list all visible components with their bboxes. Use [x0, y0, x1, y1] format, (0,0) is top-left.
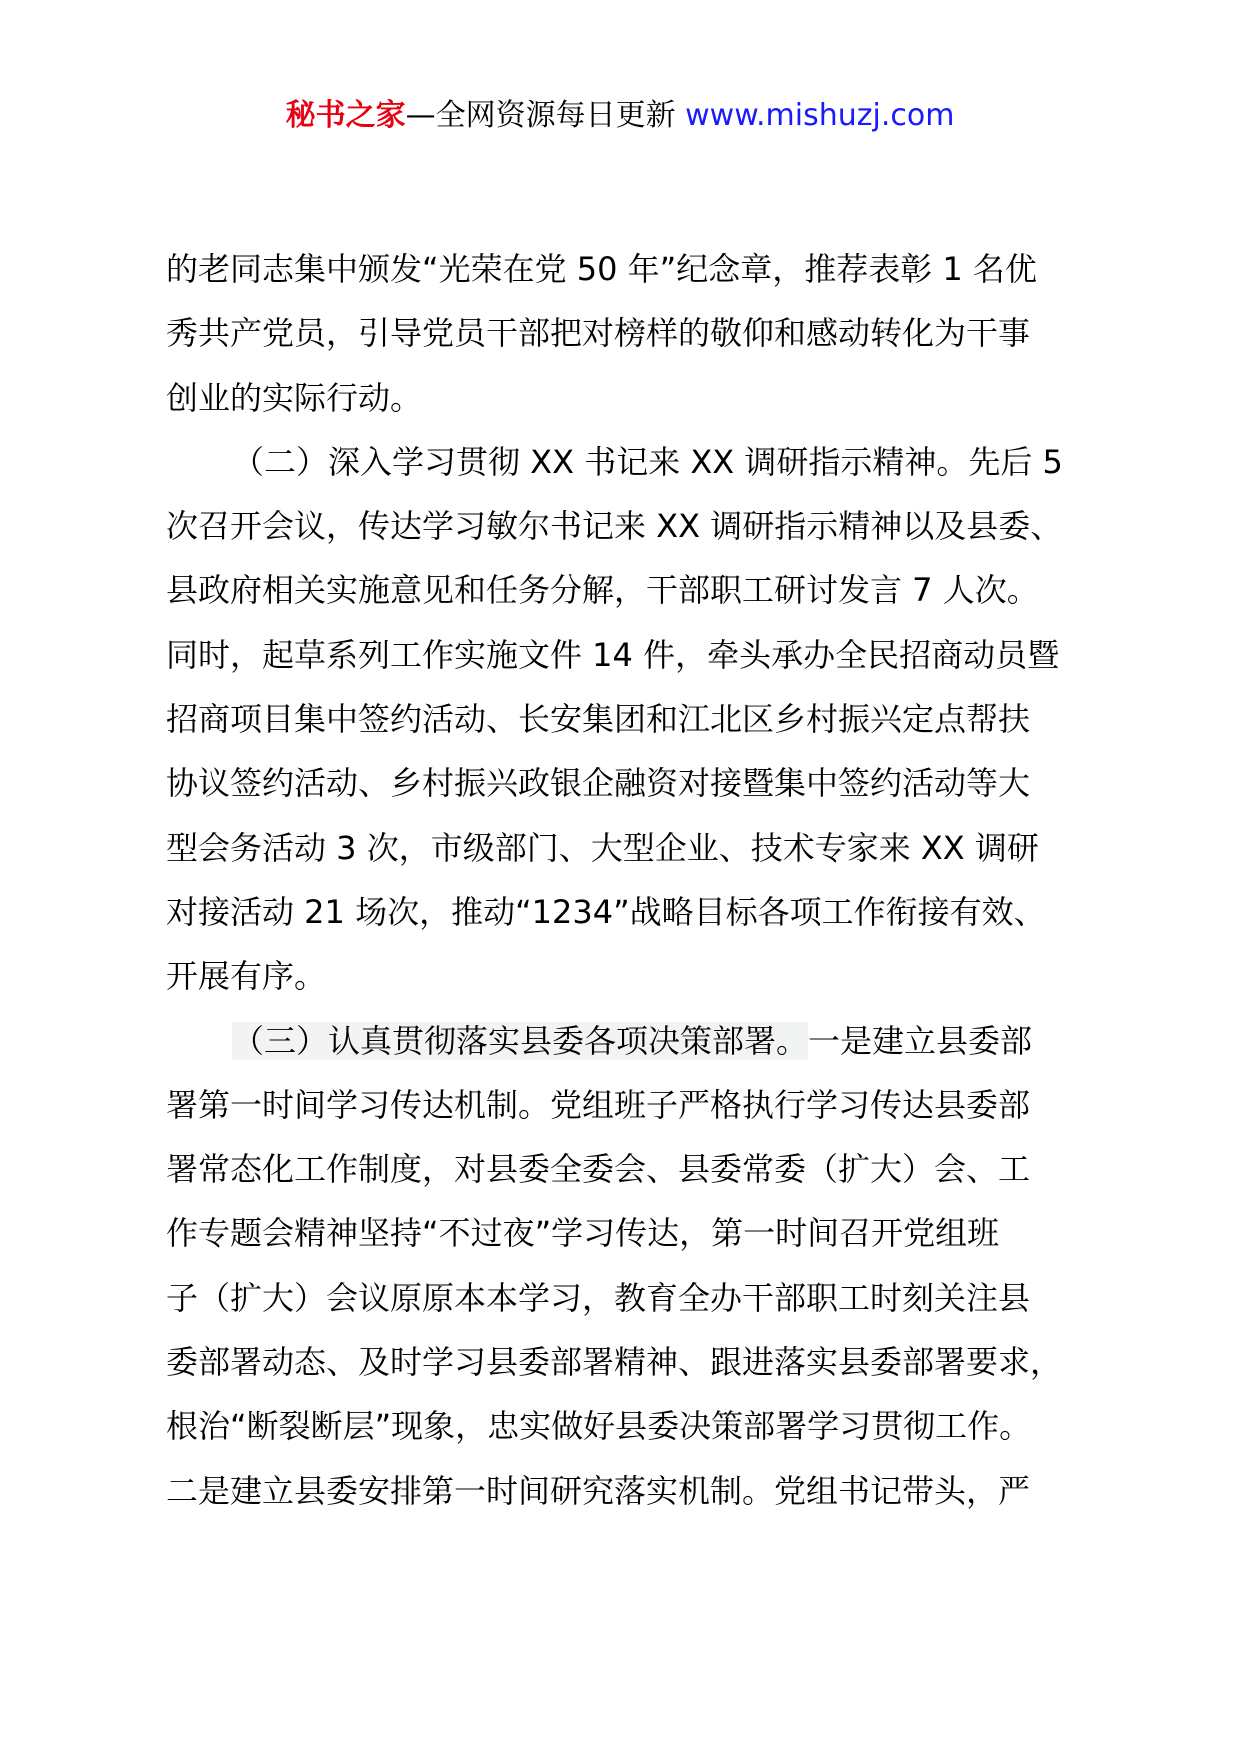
body-line: 招商项目集中签约活动、长安集团和江北区乡村振兴定点帮扶	[166, 700, 1031, 739]
site-url-link[interactable]: www.mishuzj.com	[685, 98, 955, 133]
body-line: 二是建立县委安排第一时间研究落实机制。党组书记带头，严	[166, 1471, 1031, 1510]
brand-name: 秘书之家	[285, 98, 406, 133]
body-line: 作专题会精神坚持“不过夜”学习传达，第一时间召开党组班	[166, 1214, 1000, 1253]
body-line: 的老同志集中颁发“光荣在党 50 年”纪念章，推荐表彰 1 名优	[166, 250, 1037, 288]
body-line: 子（扩大）会议原原本本学习，教育全办干部职工时刻关注县	[166, 1278, 1031, 1317]
body-line: 同时，起草系列工作实施文件 14 件，牵头承办全民招商动员暨	[166, 635, 1060, 674]
paragraph-start-line	[166, 1009, 1106, 1073]
body-line: 署第一时间学习传达机制。党组班子严格执行学习传达县委部	[166, 1085, 1031, 1124]
document-body	[166, 237, 1106, 1523]
body-line: 创业的实际行动。	[166, 378, 423, 417]
body-line: 型会务活动 3 次，市级部门、大型企业、技术专家来 XX 调研	[166, 828, 1039, 867]
body-line: 署常态化工作制度，对县委全委会、县委常委（扩大）会、工	[166, 1150, 1031, 1189]
body-line: 协议签约活动、乡村振兴政银企融资对接暨集中签约活动等大	[166, 764, 1031, 803]
body-line: 开展有序。	[166, 957, 327, 996]
header-tagline: —全网资源每日更新	[405, 98, 686, 133]
body-line: 委部署动态、及时学习县委部署精神、跟进落实县委部署要求，	[166, 1343, 1063, 1382]
body-line: 秀共产党员，引导党员干部把对榜样的敬仰和感动转化为干事	[166, 314, 1031, 353]
body-line: 根治“断裂断层”现象，忠实做好县委决策部署学习贯彻工作。	[166, 1407, 1032, 1446]
section-heading-rest: 一是建立县委部	[808, 1021, 1033, 1060]
paragraph-start-line: （二）深入学习贯彻 XX 书记来 XX 调研指示精神。先后 5	[232, 442, 1063, 481]
body-line: 县政府相关实施意见和任务分解，干部职工研讨发言 7 人次。	[166, 571, 1039, 610]
body-line: 次召开会议，传达学习敏尔书记来 XX 调研指示精神以及县委、	[166, 507, 1063, 546]
section-heading-highlight: （三）认真贯彻落实县委各项决策部署。	[232, 1021, 809, 1060]
site-header	[0, 96, 1240, 136]
body-line: 对接活动 21 场次，推动“1234”战略目标各项工作衔接有效、	[166, 892, 1046, 931]
